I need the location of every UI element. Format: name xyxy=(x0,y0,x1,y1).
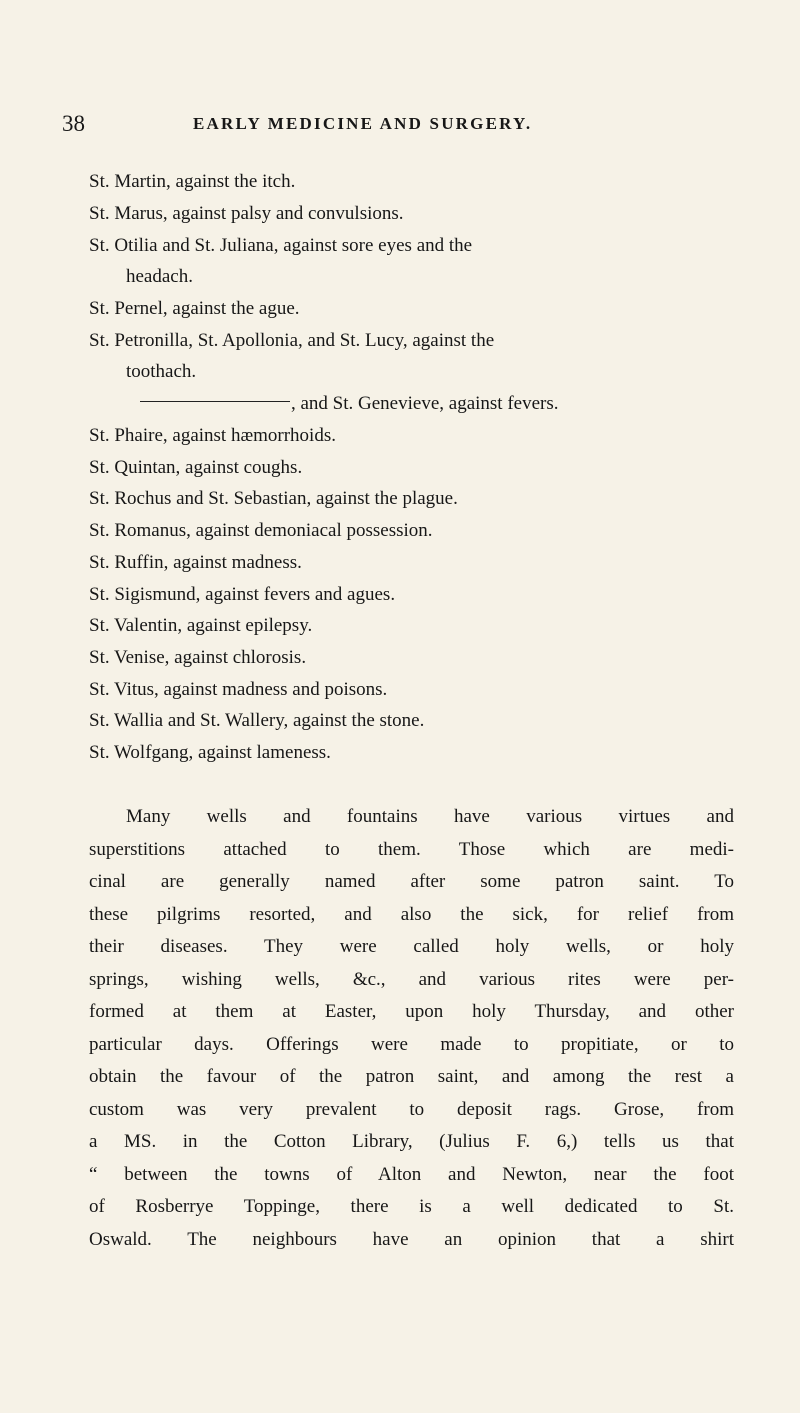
paragraph-line: Many wells and fountains have various virtues and xyxy=(126,806,734,827)
page-header xyxy=(62,108,734,140)
list-line: St. Sigismund, against fevers and agues. xyxy=(89,584,396,605)
list-line: toothach. xyxy=(126,361,197,382)
paragraph-line: springs, wishing wells, &c., and various rites were per- xyxy=(89,969,734,990)
paragraph-line: a MS. in the Cotton Library, (Julius F. 6,) tells us that xyxy=(89,1131,734,1152)
list-line: St. Ruffin, against madness. xyxy=(89,552,302,573)
paragraph-line: particular days. Offerings were made to propitiate, or to xyxy=(89,1034,734,1055)
dash-list-line xyxy=(140,388,559,421)
paragraph-line: cinal are generally named after some patron saint. To xyxy=(89,871,734,892)
paragraph-line: formed at them at Easter, upon holy Thursday, and other xyxy=(89,1001,734,1022)
list-line: St. Pernel, against the ague. xyxy=(89,298,300,319)
list-line: St. Valentin, against epilepsy. xyxy=(89,615,313,636)
list-line: St. Romanus, against demoniacal possession. xyxy=(89,520,433,541)
paragraph-line: their diseases. They were called holy wells, or holy xyxy=(89,936,734,957)
list-line: St. Vitus, against madness and poisons. xyxy=(89,679,388,700)
list-line: St. Otilia and St. Juliana, against sore eyes and the xyxy=(89,235,473,256)
list-line-text: , and St. Genevieve, against fevers. xyxy=(291,393,559,414)
page-number: 38 xyxy=(62,111,85,136)
paragraph-line: Oswald. The neighbours have an opinion that a shirt xyxy=(89,1229,734,1250)
list-line: St. Phaire, against hæmorrhoids. xyxy=(89,425,336,446)
paragraph-line: “ between the towns of Alton and Newton, near the foot xyxy=(89,1164,734,1185)
list-line: St. Marus, against palsy and convulsions. xyxy=(89,203,404,224)
list-line: headach. xyxy=(126,266,193,287)
list-line: St. Martin, against the itch. xyxy=(89,171,296,192)
omitted-name-dash xyxy=(140,401,290,402)
paragraph-line: superstitions attached to them. Those which are medi- xyxy=(89,839,734,860)
paragraph-line: these pilgrims resorted, and also the sick, for relief from xyxy=(89,904,734,925)
list-line: St. Quintan, against coughs. xyxy=(89,457,303,478)
list-line: St. Petronilla, St. Apollonia, and St. Lucy, against the xyxy=(89,330,495,351)
running-title: EARLY MEDICINE AND SURGERY. xyxy=(193,114,533,133)
list-line: St. Venise, against chlorosis. xyxy=(89,647,307,668)
paragraph-line: obtain the favour of the patron saint, and among the rest a xyxy=(89,1066,734,1087)
paragraph-line: of Rosberrye Toppinge, there is a well dedicated to St. xyxy=(89,1196,734,1217)
list-line: St. Wolfgang, against lameness. xyxy=(89,742,331,763)
paragraph-line: custom was very prevalent to deposit rags. Grose, from xyxy=(89,1099,734,1120)
list-line: St. Rochus and St. Sebastian, against the plague. xyxy=(89,488,458,509)
list-line: St. Wallia and St. Wallery, against the stone. xyxy=(89,710,425,731)
